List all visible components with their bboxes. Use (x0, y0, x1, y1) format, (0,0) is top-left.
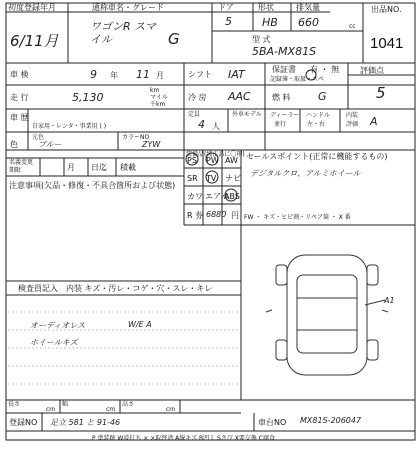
shift-label: シフト (188, 70, 212, 79)
equipment-abs: ABS (224, 192, 240, 201)
model-label: 型 式 (252, 35, 271, 44)
rating-label: 評価点 (360, 66, 384, 75)
inspector-label: 検査員記入 (18, 284, 58, 293)
diagram-mark: A1 (384, 296, 395, 305)
shape-value: HB (262, 16, 278, 29)
month-unit: 月 (156, 71, 164, 80)
interior-label: 内装 (346, 112, 359, 119)
displacement-value: 660 (298, 16, 319, 29)
displacement-unit: cc (349, 23, 356, 30)
color-orig-label: 元色 (32, 134, 45, 141)
interior-sub: 評価 (346, 121, 359, 128)
note-line1-mark: W/E A (128, 320, 152, 329)
equipment-airbag: エアバ (205, 192, 229, 201)
height-unit: cm (166, 406, 176, 413)
rating-value: 5 (376, 84, 386, 102)
warranty-sub: 記録簿・取扱・スペ (270, 76, 325, 83)
exterior-label: 外車モデル (232, 111, 262, 118)
capacity-label: 定員 (188, 111, 201, 118)
recycle-label: R 券 (187, 211, 204, 220)
warranty-label: 保証書 (272, 65, 296, 74)
mileage-unit-km: km (150, 87, 160, 94)
notes-label: 注意事項(欠品・修復・不具合箇所および状態) (9, 181, 176, 190)
color-code-label: カラーNO (122, 134, 150, 141)
equipment-leather: カワ (187, 192, 203, 201)
lot-label: 出品NO. (371, 5, 402, 14)
warranty-options: 有 ・ 無 (310, 65, 340, 74)
first-reg-label: 初度登録年月 (8, 3, 56, 12)
mileage-value: 5,130 (72, 91, 104, 104)
equipment-label: 装備品(純正品に〇印) (186, 151, 245, 158)
fuel-label: 燃 料 (272, 93, 291, 102)
recycle-value: 6880 (206, 210, 227, 219)
recycle-unit: 円 (231, 211, 239, 220)
model-value: 5BA-MX81S (252, 45, 317, 58)
capacity-unit: 人 (212, 122, 220, 131)
equipment-sr: SR (187, 174, 198, 183)
shift-value: IAT (228, 68, 245, 81)
doors-value: 5 (225, 15, 232, 28)
shape-label: 形状 (258, 3, 274, 12)
color-label: 色 (10, 140, 18, 149)
length-label: 長さ (8, 401, 21, 408)
color-value: ブルー (38, 140, 62, 149)
mileage-unit-mile: マイル (150, 94, 168, 101)
grade-value: G (168, 30, 180, 48)
equipment-navi: ナビ (225, 174, 241, 183)
lot-value: 1041 (370, 35, 404, 52)
interior-value: A (370, 115, 378, 128)
inspector-options: 内装 キズ・汚レ・コゲ・穴・スレ・キレ (66, 284, 213, 293)
note-line2: ホイールキズ (30, 338, 78, 347)
equipment-pw: PW (206, 156, 219, 165)
width-label: 幅 (62, 401, 69, 408)
dealer-label: ディーラー (270, 112, 300, 119)
car-damage-diagram (266, 255, 388, 375)
handle-label: ハンドル (306, 112, 331, 119)
fuel-value: G (318, 90, 327, 103)
inspection-label: 車 検 (10, 70, 29, 79)
doors-label: ドア (218, 3, 234, 12)
document-label: 積載 (120, 163, 136, 172)
history-label: 車 歴 (10, 113, 29, 122)
deadline-label: 期限 (9, 167, 22, 174)
note-line1: オーディオレス (30, 321, 86, 330)
damage-legend: P 塗装跡 W波打ち × ×取替済 A線キズ B凹ミ Sさび X要交換 C腐食 (92, 435, 275, 442)
length-unit: cm (46, 406, 56, 413)
ac-value: AAC (228, 90, 251, 103)
mileage-label: 走 行 (10, 93, 29, 102)
car-name-value: ワゴンR スマイル (90, 20, 156, 46)
handle-options: 左・右 (307, 121, 326, 128)
equipment-ps: PS (187, 156, 197, 165)
equipment-aw: AW (225, 156, 238, 165)
width-unit: cm (106, 406, 116, 413)
chassis-label: 車台NO (258, 418, 287, 427)
capacity-value: 4 (198, 118, 205, 131)
ac-label: 冷 房 (188, 93, 207, 102)
reg-no-value: 足立 581 と 91-46 (50, 418, 121, 427)
car-name-label: 通称車名・グレード (92, 3, 164, 12)
name-change-month: 月 (67, 163, 75, 172)
inspection-year: 9 (90, 68, 97, 81)
chassis-value: MX81S-206047 (300, 416, 362, 425)
dealer-sub: 並行 (274, 121, 287, 128)
year-unit: 年 (110, 71, 118, 80)
first-reg-value: 6/11月 (10, 32, 59, 50)
color-code-value: ZYW (142, 140, 161, 149)
history-options: 自家用・レンタ・事業用 ( ) (32, 123, 107, 130)
equipment-tv: TV (206, 174, 217, 183)
displacement-label: 排気量 (296, 3, 320, 12)
sales-point-label: セールスポイント(正常に機能するもの) (246, 152, 388, 161)
sales-point-value: デジタルクロ、アルミホイール (250, 169, 361, 178)
mileage-unit-thousand: 千km (150, 101, 166, 108)
reg-no-label: 登録NO (9, 418, 38, 427)
day-label: 日迄 (91, 163, 107, 172)
inspection-month: 11 (136, 68, 150, 81)
name-change-label: 名義変更 (9, 159, 34, 166)
height-label: 高さ (122, 401, 135, 408)
sales-point-footer: FW ・ キズ・ヒビ割・リペア箇 ・ X 番 (244, 214, 351, 221)
